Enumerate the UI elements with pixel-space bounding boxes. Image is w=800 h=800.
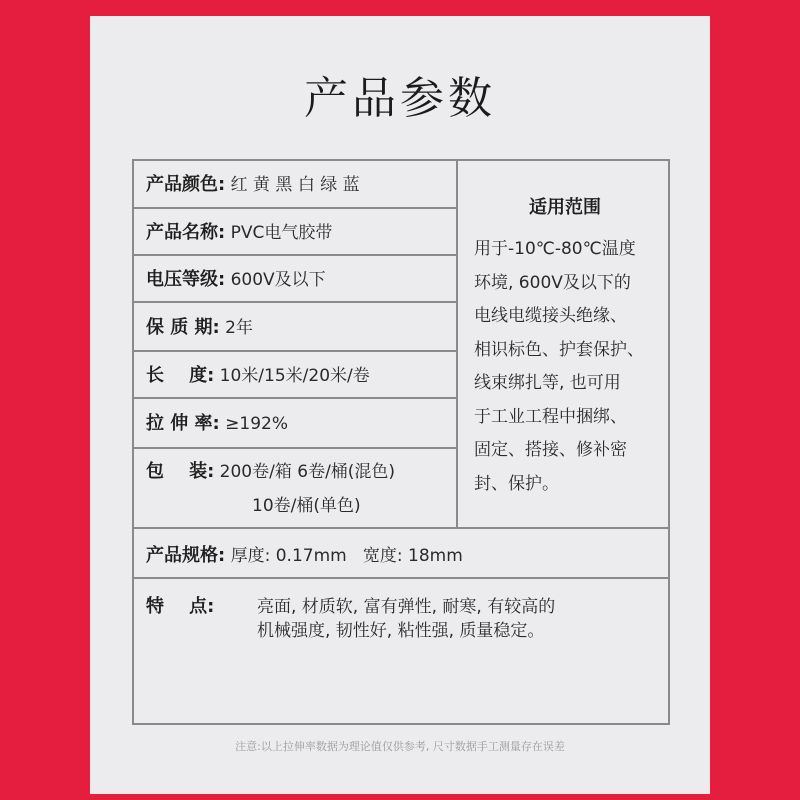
column-divider (456, 161, 458, 527)
grid-line (134, 527, 668, 529)
row-label: 产品颜色: (146, 174, 226, 195)
row-voltage (146, 268, 326, 292)
row-color (146, 173, 360, 197)
row-warranty (146, 316, 253, 340)
scope-line: 固定、搭接、修补密 (474, 440, 627, 460)
row-label: 包 装: (146, 461, 215, 482)
row-label: 长 度: (146, 365, 215, 386)
grid-line (134, 447, 456, 449)
row-value: 200卷/箱 6卷/桶(混色) (219, 462, 396, 482)
row-value: 红 黄 黑 白 绿 蓝 (230, 175, 360, 195)
row-features (146, 595, 214, 619)
grid-line (134, 350, 456, 352)
row-value: 10卷/桶(单色) (252, 496, 361, 516)
row-label: 产品规格: (146, 545, 226, 566)
grid-line (134, 397, 456, 399)
row-label: 拉 伸 率: (146, 413, 220, 434)
row-label: 产品名称: (146, 222, 226, 243)
scope-line: 封、保护。 (474, 473, 559, 494)
grid-line (134, 577, 668, 579)
row-value: 厚度: 0.17mm 宽度: 18mm (230, 546, 463, 566)
row-value: ≥192% (225, 414, 288, 434)
page-title: 产品参数 (304, 73, 496, 124)
grid-line (134, 254, 456, 256)
row-label: 特 点: (146, 596, 215, 617)
row-stretch (146, 412, 288, 436)
row-value: PVC电气胶带 (230, 223, 333, 243)
scope-line: 用于-10℃-80℃温度 (474, 239, 636, 259)
features-line: 机械强度, 韧性好, 粘性强, 质量稳定。 (257, 621, 545, 641)
scope-title: 适用范围 (529, 197, 601, 218)
row-value: 2年 (225, 318, 253, 338)
footnote: 注意:以上拉伸率数据为理论值仅供参考, 尺寸数据手工测量存在误差 (235, 740, 565, 753)
row-packing (146, 460, 395, 484)
scope-text (474, 233, 670, 501)
parameter-table (132, 159, 670, 725)
grid-line (134, 301, 456, 303)
features-line: 亮面, 材质软, 富有弹性, 耐寒, 有较高的 (257, 597, 556, 617)
row-value: 10米/15米/20米/卷 (219, 366, 370, 386)
scope-line: 线束绑扎等, 也可用 (474, 373, 621, 393)
scope-line: 电线电缆接头绝缘、 (474, 306, 627, 326)
row-value: 600V及以下 (230, 270, 326, 290)
row-length (146, 364, 370, 388)
features-text (257, 595, 667, 643)
row-packing-second-line (252, 494, 361, 518)
scope-line: 于工业工程中捆绑、 (474, 406, 627, 427)
grid-line (134, 207, 456, 209)
row-label: 保 质 期: (146, 317, 220, 338)
scope-line: 相识标色、护套保护、 (474, 339, 644, 360)
row-name (146, 221, 332, 245)
scope-line: 环境, 600V及以下的 (474, 272, 631, 293)
row-label: 电压等级: (146, 269, 226, 290)
row-spec (146, 544, 463, 568)
